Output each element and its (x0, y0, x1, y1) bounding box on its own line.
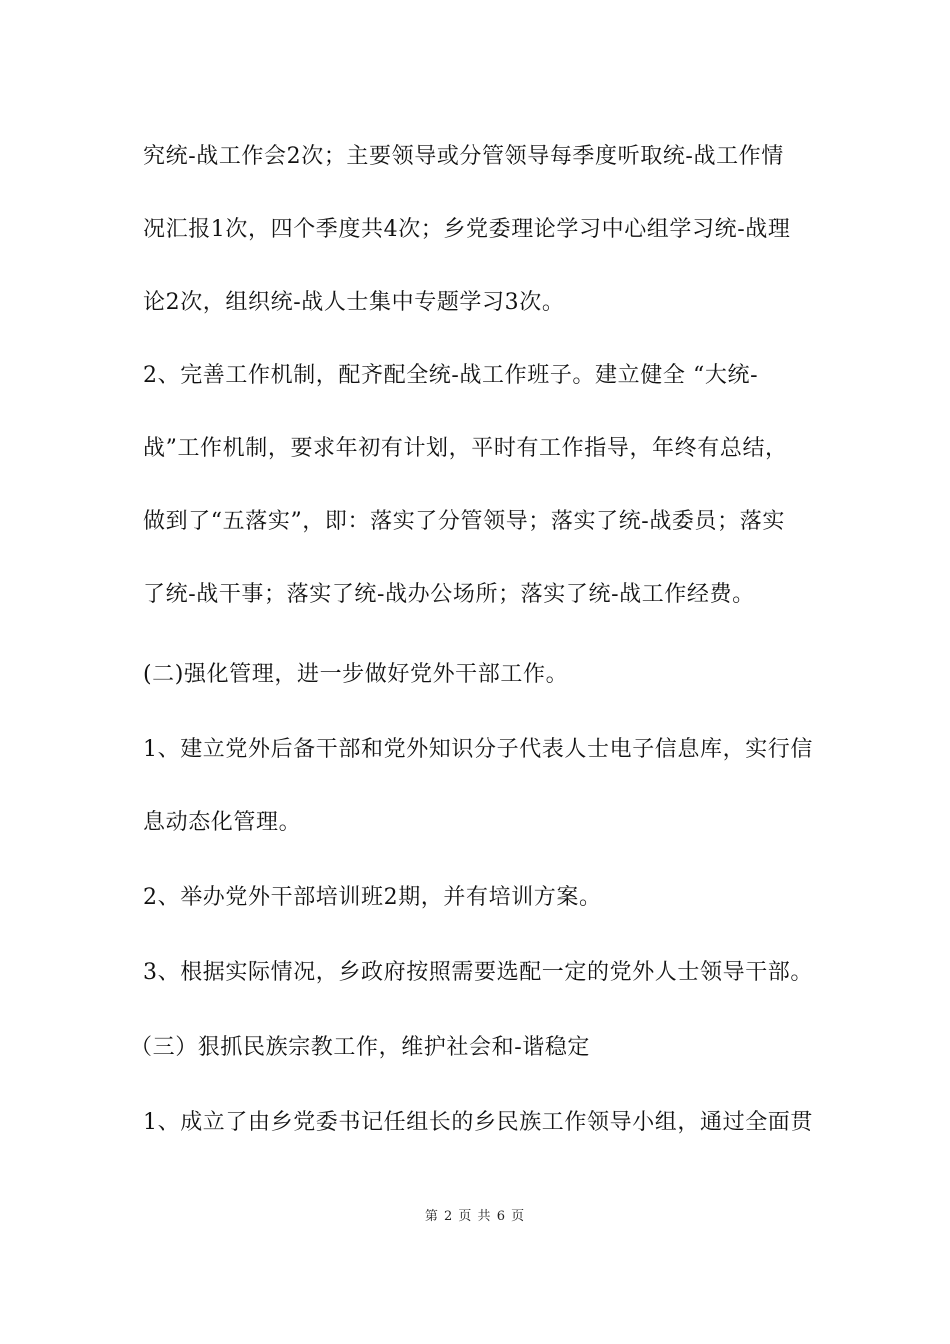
body-text-line: 做到了“五落实”，即：落实了分管领导；落实了统-战委员；落实 (143, 509, 785, 534)
body-text-line: 息动态化管理。 (143, 810, 302, 835)
body-text-line: 况汇报1次，四个季度共4次；乡党委理论学习中心组学习统-战理 (143, 217, 791, 242)
body-text-line: 论2次，组织统-战人士集中专题学习3次。 (143, 290, 565, 315)
body-text-line: 2、举办党外干部培训班2期，并有培训方案。 (143, 885, 602, 910)
body-text-line: 了统-战干事；落实了统-战办公场所；落实了统-战工作经费。 (143, 582, 755, 607)
section-heading: （三）狠抓民族宗教工作，维护社会和-谐稳定 (130, 1035, 591, 1060)
body-text-line: 战”工作机制，要求年初有计划，平时有工作指导，年终有总结， (143, 436, 788, 461)
section-heading: (二)强化管理，进一步做好党外干部工作。 (143, 662, 569, 687)
body-text-line: 1、成立了由乡党委书记任组长的乡民族工作领导小组，通过全面贯 (143, 1110, 813, 1135)
page-number-footer: 第 2 页 共 6 页 (424, 1209, 526, 1224)
body-text-line: 3、根据实际情况，乡政府按照需要选配一定的党外人士领导干部。 (143, 960, 813, 985)
body-text-line: 1、建立党外后备干部和党外知识分子代表人士电子信息库，实行信 (143, 737, 813, 762)
body-text-line: 究统-战工作会2次；主要领导或分管领导每季度听取统-战工作情 (143, 144, 784, 169)
body-text-line: 2、完善工作机制，配齐配全统-战工作班子。建立健全 “大统- (143, 363, 759, 388)
